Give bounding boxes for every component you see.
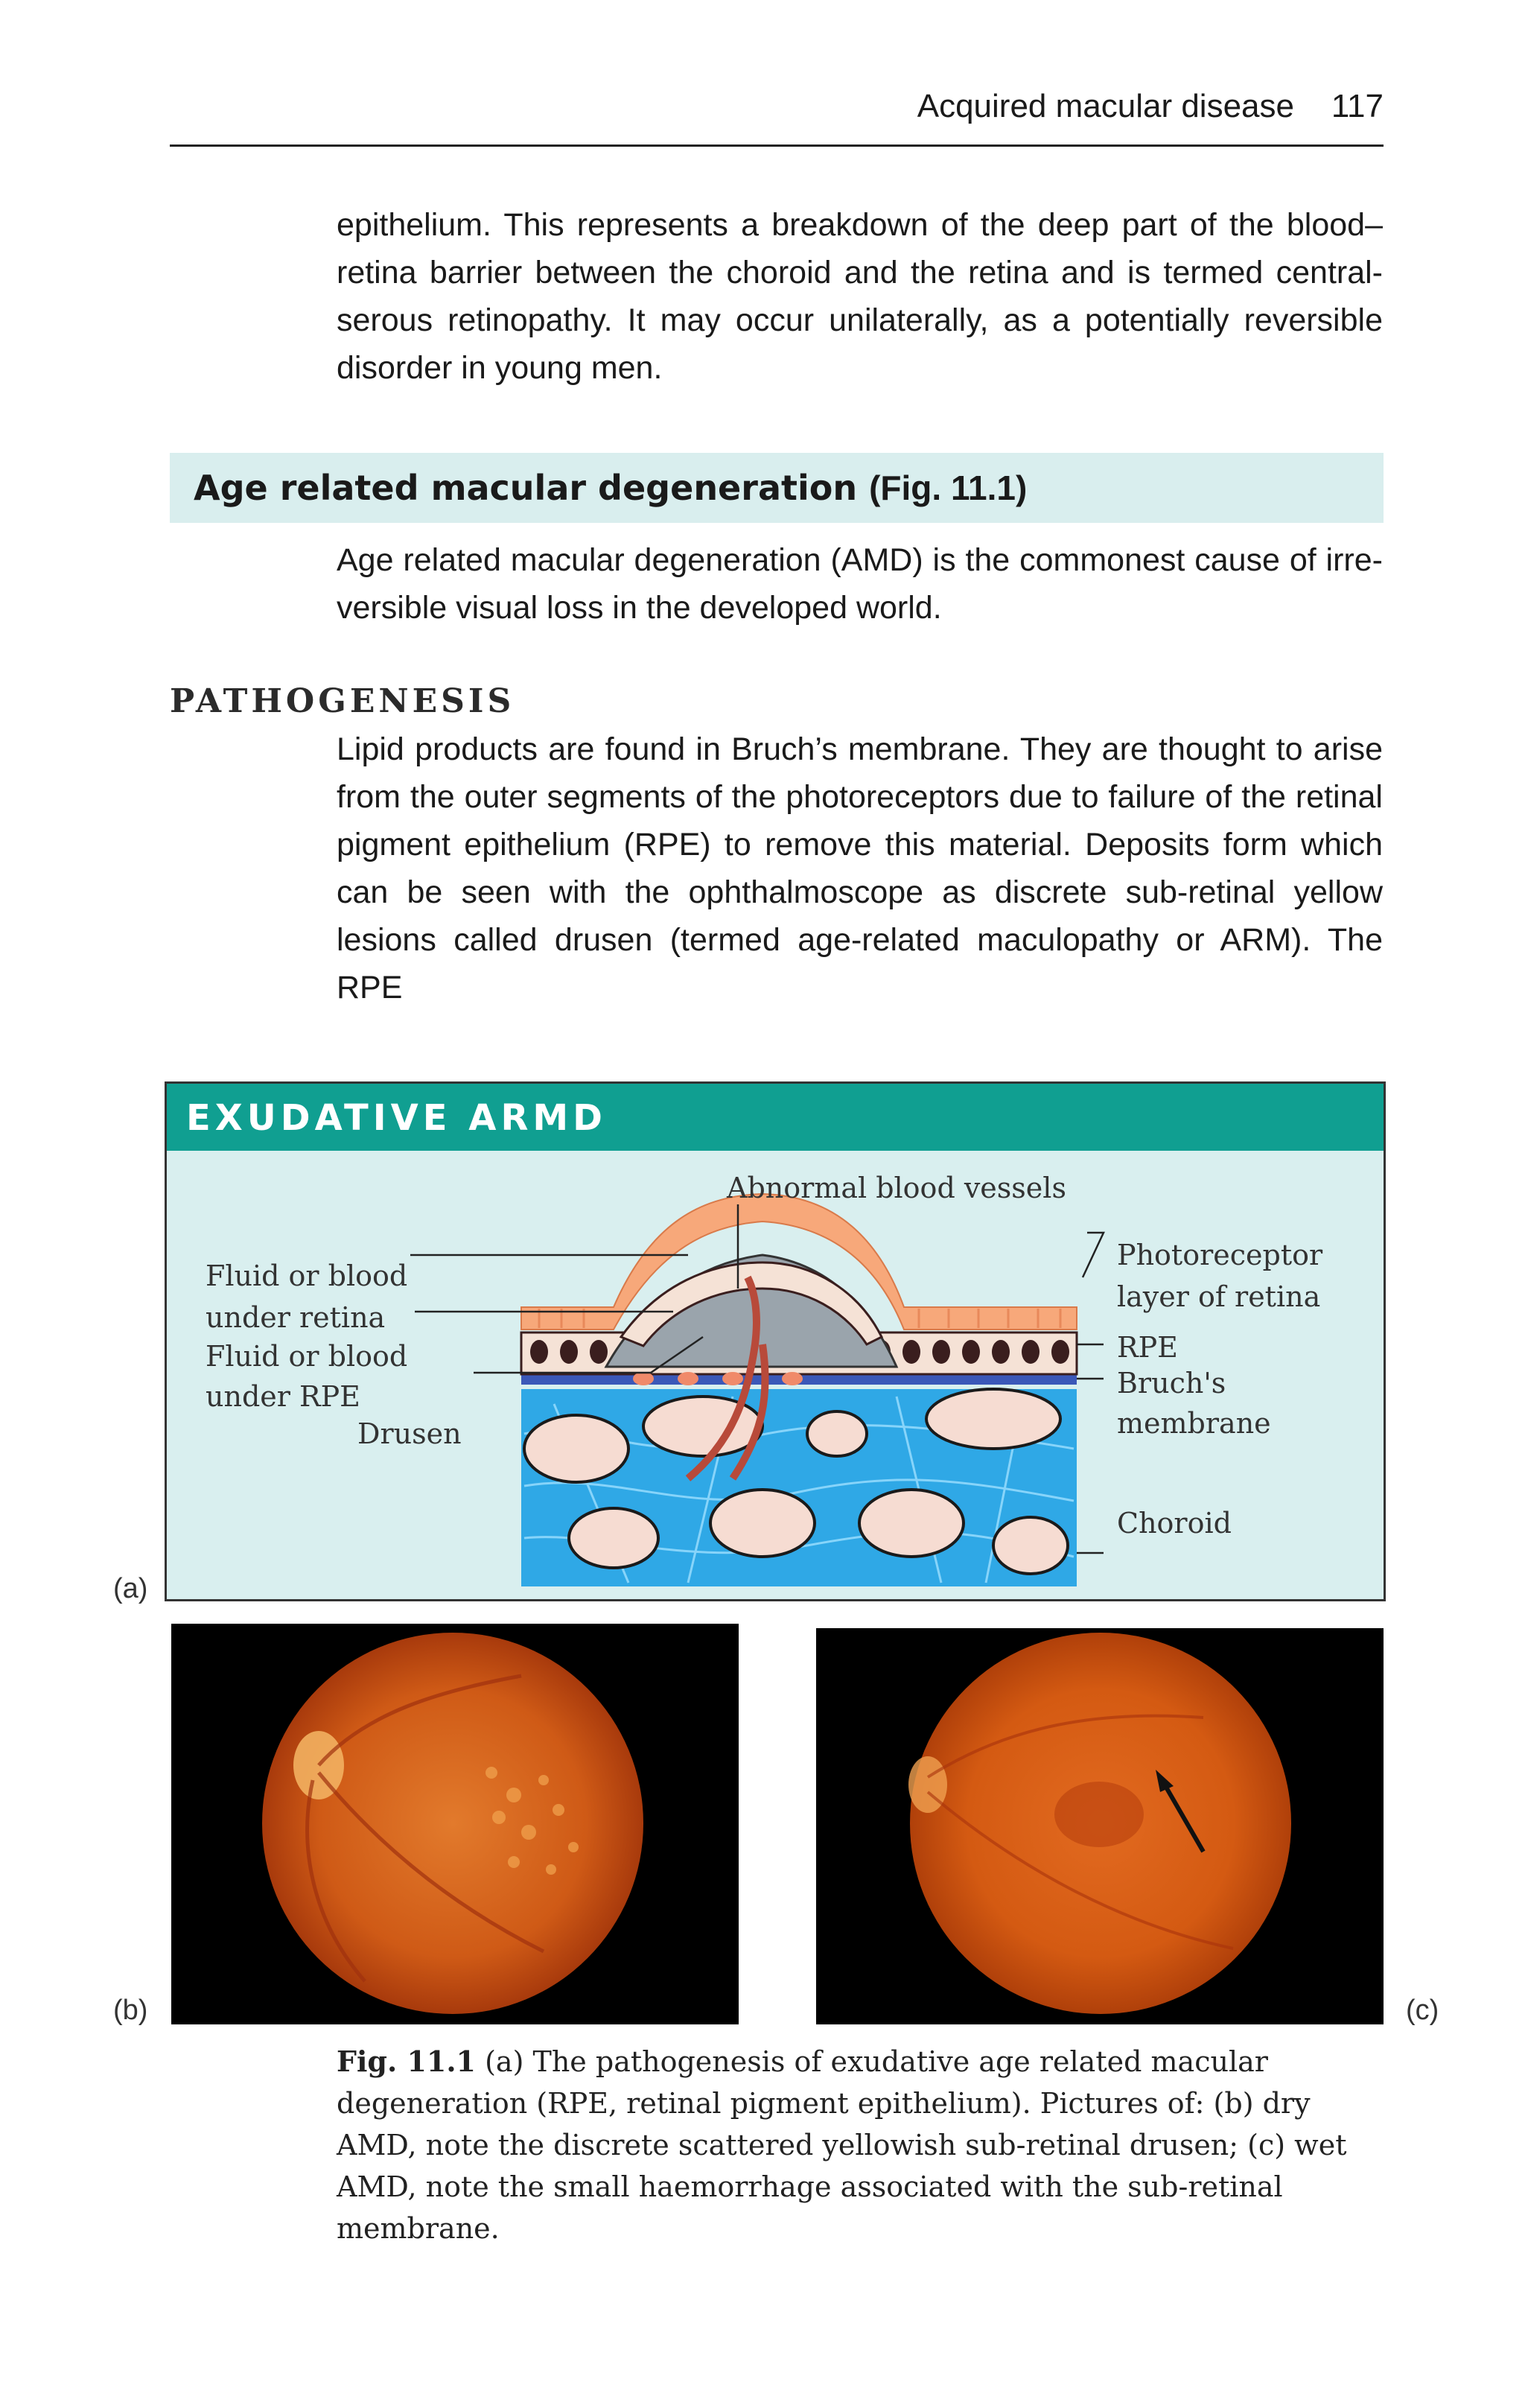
fundus-photo-wet-amd <box>816 1628 1384 2024</box>
label-fluid-rpe-line1: Fluid or blood <box>206 1340 408 1373</box>
fundus-image-c <box>816 1628 1384 2024</box>
section-paragraph: Age related macular degeneration (AMD) is the commonest cause of irre-versible visual loss in the developed world. <box>337 542 1383 626</box>
subsection-heading: PATHOGENESIS <box>170 682 515 720</box>
section-figure-ref: (Fig. 11.1) <box>869 468 1028 507</box>
label-rpe: RPE <box>1117 1331 1178 1364</box>
label-choroid: Choroid <box>1117 1507 1232 1540</box>
running-head-title: Acquired macular disease <box>917 88 1294 124</box>
panel-tag-a: (a) <box>113 1573 148 1604</box>
figure-caption <box>337 2041 1386 2249</box>
figure-box-header <box>167 1084 1384 1151</box>
figure-box-title: EXUDATIVE ARMD <box>186 1097 608 1139</box>
panel-tag-b: (b) <box>113 1995 148 2026</box>
label-bruchs-line1: Bruch's <box>1117 1367 1226 1400</box>
macula <box>1054 1782 1144 1847</box>
label-fluid-retina-line2: under retina <box>206 1301 386 1334</box>
label-photoreceptor-line2: layer of retina <box>1117 1280 1321 1313</box>
fundus-photo-dry-amd <box>171 1624 739 2024</box>
figure-caption-text: (a) The pathogenesis of exudative age related macular degeneration (RPE, retinal pigment epithelium). Pictures of: (b) dry AMD, note the discrete scattered yellowish sub-retinal drusen; (c) wet AMD, note the small haemorrhage associated with the sub-retinal membrane. <box>337 2045 1347 2245</box>
label-abnormal-vessels: Abnormal blood vessels <box>727 1172 1066 1204</box>
intro-paragraph: epithelium. This represents a breakdown of the deep part of the blood–retina barrier between the choroid and the retina and is termed central-serous retinopathy. It may occur unilaterally, as a potentially reversible disorder in young men. <box>337 207 1383 386</box>
page-number: 117 <box>1331 88 1384 124</box>
section-heading-band <box>170 453 1384 523</box>
label-fluid-rpe-line2: under RPE <box>206 1380 360 1413</box>
section-title: Age related macular degeneration <box>194 468 858 508</box>
figure-caption-label: Fig. 11.1 <box>337 2045 476 2078</box>
fundus-image-b <box>171 1624 739 2024</box>
label-photoreceptor-line1: Photoreceptor <box>1117 1239 1323 1271</box>
label-bruchs-line2: membrane <box>1117 1407 1271 1440</box>
panel-tag-c: (c) <box>1406 1995 1439 2026</box>
label-drusen: Drusen <box>357 1417 462 1450</box>
running-head <box>170 80 1384 147</box>
label-fluid-retina-line1: Fluid or blood <box>206 1259 408 1292</box>
section-heading <box>194 468 1027 508</box>
subsection-paragraph: Lipid products are found in Bruch’s membrane. They are thought to arise from the outer segments of the photoreceptors due to failure of the retinal pigment epithelium (RPE) to remove this material. Deposits form which can be seen with the ophthalmoscope as discrete sub-retinal yellow lesions called drusen (termed age-related maculopathy or ARM). The RPE <box>337 731 1383 1006</box>
figure-box-exudative-armd <box>165 1081 1386 1601</box>
